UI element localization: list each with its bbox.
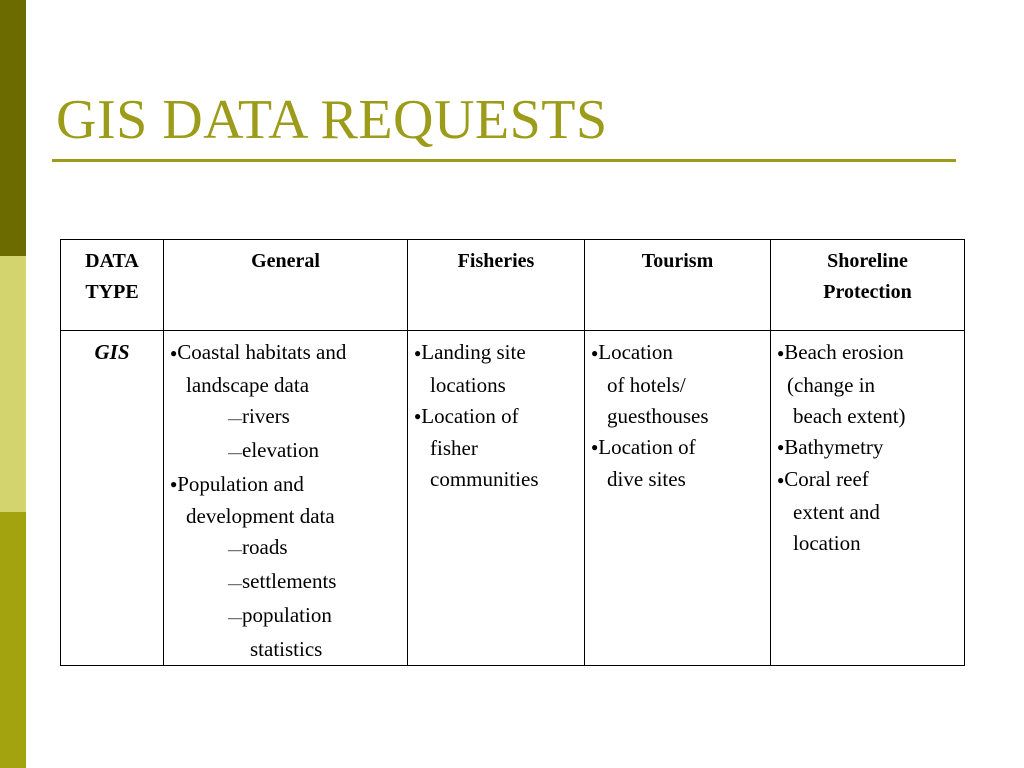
slide-title: GIS DATA REQUESTS: [56, 89, 608, 151]
sidebar-segment-light: [0, 256, 26, 512]
bullet-icon: ●: [414, 409, 422, 424]
header-general: General: [164, 240, 408, 331]
sidebar-segment-mid: [0, 512, 26, 768]
cell-fisheries: ●Landing site locations ●Location of fisher communities: [408, 331, 585, 666]
bullet-icon: ●: [170, 345, 178, 360]
bullet-icon: ●: [414, 345, 422, 360]
cell-tourism: ●Location of hotels/ guesthouses ●Location of dive sites: [585, 331, 771, 666]
bullet-icon: ●: [777, 345, 785, 360]
title-underline: [52, 159, 956, 162]
header-shoreline-protection: Shoreline Protection: [771, 240, 965, 331]
dash-icon: —: [228, 543, 242, 559]
bullet-icon: ●: [777, 440, 785, 455]
dash-icon: —: [228, 411, 242, 427]
cell-general: ●Coastal habitats and landscape data —rivers —elevation ●Population and development data —roads —settlements —population statistics: [164, 331, 408, 666]
row-type-gis: GIS: [61, 331, 164, 666]
bullet-icon: ●: [170, 477, 178, 492]
dash-icon: —: [228, 445, 242, 461]
bullet-icon: ●: [591, 440, 599, 455]
bullet-icon: ●: [591, 345, 599, 360]
header-data-type: DATA TYPE: [61, 240, 164, 331]
cell-shoreline-protection: ●Beach erosion (change in beach extent) ●Bathymetry ●Coral reef extent and location: [771, 331, 965, 666]
dash-icon: —: [228, 577, 242, 593]
header-tourism: Tourism: [585, 240, 771, 331]
bullet-icon: ●: [777, 473, 785, 488]
dash-icon: —: [228, 611, 242, 627]
table-header-row: [61, 240, 965, 331]
sidebar-segment-dark: [0, 0, 26, 256]
sidebar-decoration: [0, 0, 26, 768]
data-requests-table: [60, 239, 965, 666]
header-fisheries: Fisheries: [408, 240, 585, 331]
table-row: [61, 331, 965, 666]
